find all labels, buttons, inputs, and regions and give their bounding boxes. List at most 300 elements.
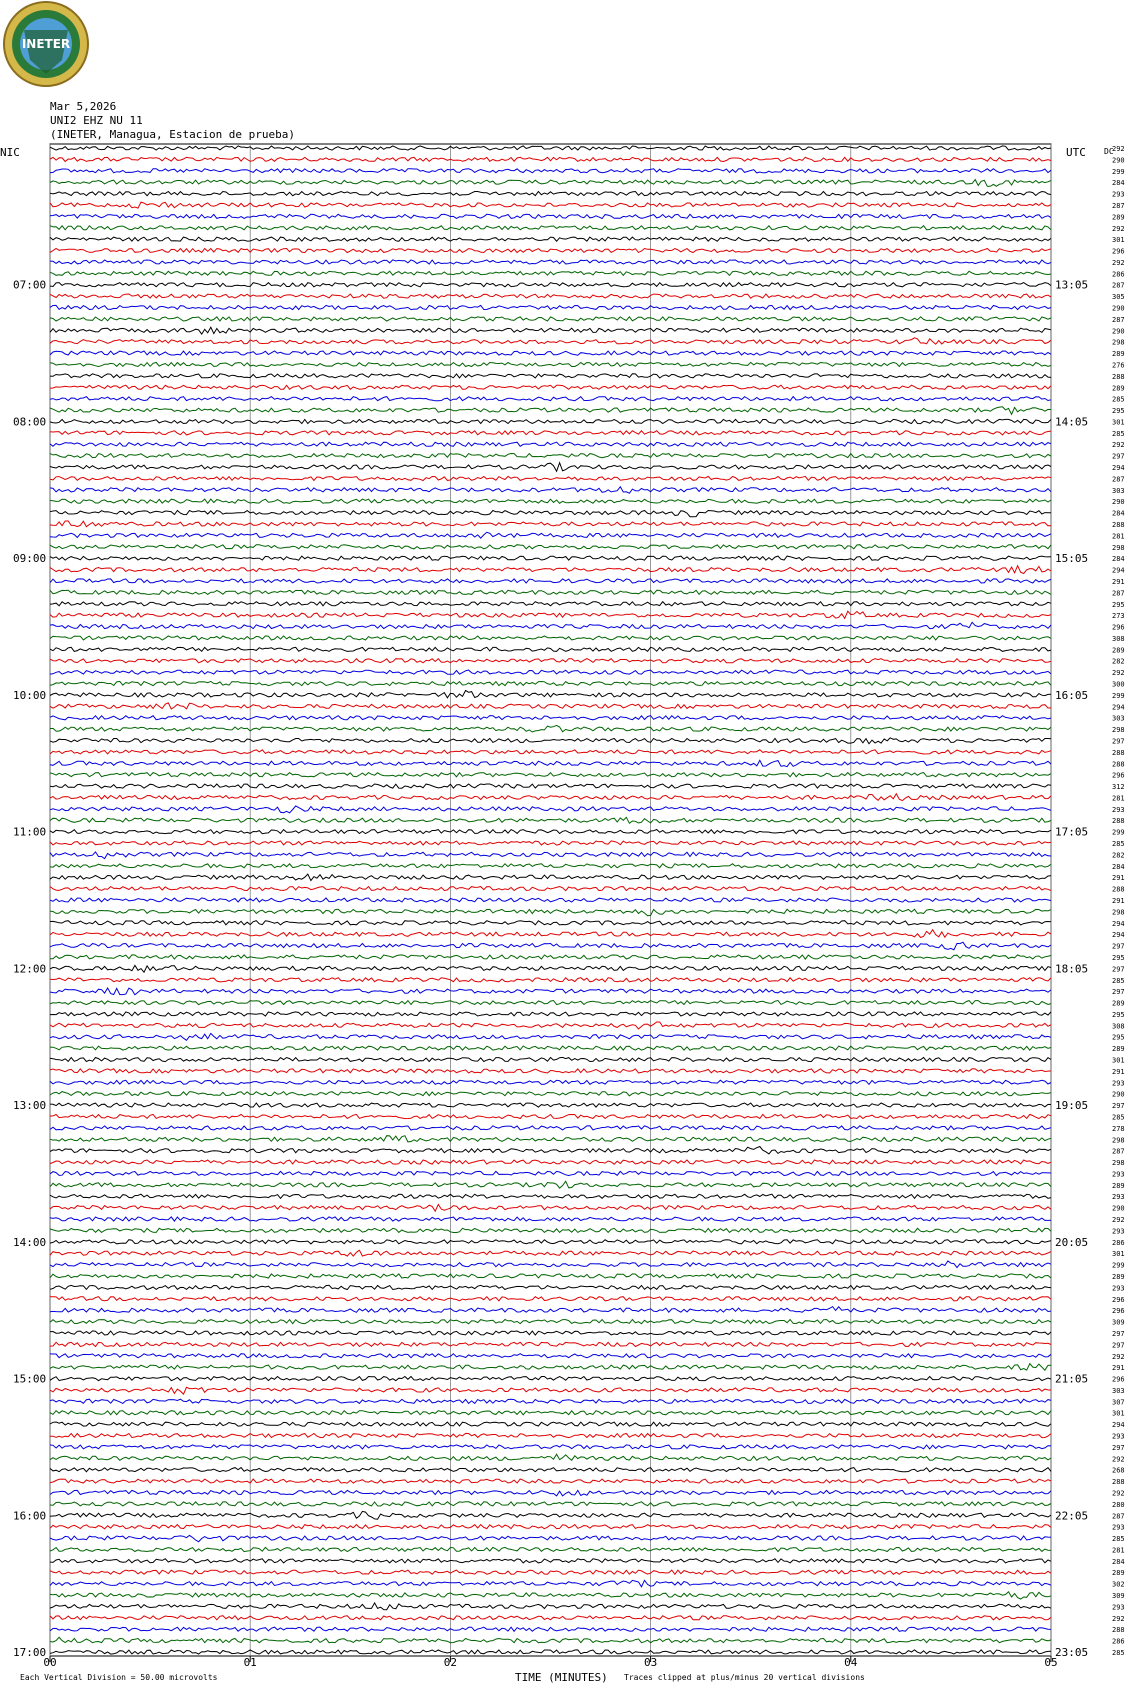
dc-offset-label: 303 (1112, 486, 1125, 495)
dc-offset-label: 312 (1112, 783, 1125, 792)
left-time-label: 15:00 (13, 1372, 47, 1386)
dc-offset-label: 289 (1112, 350, 1125, 359)
dc-offset-label: 288 (1112, 1626, 1125, 1635)
dc-offset-label: 284 (1112, 555, 1125, 564)
trace-line-110 (50, 1399, 1051, 1403)
trace-line-114 (50, 1445, 1051, 1449)
dc-offset-label: 291 (1112, 874, 1125, 883)
trace-line-62 (50, 852, 1051, 859)
trace-line-71 (50, 955, 1051, 959)
trace-line-1 (50, 157, 1051, 161)
left-time-label: 09:00 (13, 552, 47, 566)
dc-offset-label: 291 (1112, 1364, 1125, 1373)
dc-offset-label: 297 (1112, 737, 1125, 746)
dc-offset-label: 287 (1112, 315, 1125, 324)
dc-offset-label: 295 (1112, 407, 1125, 416)
dc-offset-label: 292 (1112, 1216, 1125, 1225)
clip-note: Traces clipped at plus/minus 20 vertical divisions (624, 1673, 865, 1682)
dc-offset-label: 294 (1112, 703, 1125, 712)
trace-line-50 (50, 716, 1051, 720)
dc-offset-label: 282 (1112, 851, 1125, 860)
x-tick-label: 05 (1044, 1656, 1058, 1669)
trace-line-46 (50, 670, 1051, 674)
dc-offset-label: 298 (1112, 1136, 1125, 1145)
dc-offset-label: 299 (1112, 691, 1125, 700)
trace-line-95 (50, 1228, 1051, 1232)
dc-offset-label: 293 (1112, 190, 1125, 199)
dc-offset-label: 298 (1112, 908, 1125, 917)
trace-line-118 (50, 1490, 1051, 1496)
trace-line-130 (50, 1627, 1051, 1631)
dc-offset-label: 287 (1112, 475, 1125, 484)
left-time-label: 11:00 (13, 825, 47, 839)
dc-offset-label: 276 (1112, 361, 1125, 370)
trace-line-12 (50, 283, 1051, 287)
right-time-label: 16:05 (1055, 688, 1089, 702)
trace-line-32 (50, 511, 1051, 517)
dc-offset-label: 287 (1112, 589, 1125, 598)
trace-line-40 (50, 602, 1051, 606)
dc-offset-label: 289 (1112, 1569, 1125, 1578)
trace-line-65 (50, 887, 1051, 891)
trace-line-34 (50, 532, 1051, 538)
right-time-label: 20:05 (1055, 1235, 1089, 1249)
dc-offset-label: 289 (1112, 1045, 1125, 1054)
trace-line-45 (50, 659, 1051, 663)
dc-header-label: DC (1104, 147, 1114, 156)
left-time-label: 07:00 (13, 278, 47, 292)
trace-line-13 (50, 294, 1051, 298)
dc-offset-label: 289 (1112, 1273, 1125, 1281)
trace-line-29 (50, 476, 1051, 480)
trace-line-33 (50, 521, 1051, 527)
trace-line-20 (50, 374, 1051, 378)
trace-line-26 (50, 442, 1051, 446)
trace-line-93 (50, 1204, 1051, 1211)
trace-line-41 (50, 611, 1051, 618)
dc-offset-label: 289 (1112, 384, 1125, 393)
trace-line-25 (50, 431, 1051, 435)
trace-line-63 (50, 864, 1051, 868)
trace-line-51 (50, 725, 1051, 732)
trace-line-19 (50, 362, 1051, 366)
trace-line-38 (50, 579, 1051, 583)
right-time-label: 14:05 (1055, 415, 1089, 429)
trace-line-76 (50, 1012, 1051, 1016)
dc-offset-label: 307 (1112, 1398, 1125, 1407)
trace-line-3 (50, 180, 1051, 187)
dc-offset-label: 292 (1112, 145, 1125, 153)
trace-line-120 (50, 1511, 1051, 1519)
dc-offset-label: 293 (1112, 1170, 1125, 1179)
dc-offset-label: 290 (1112, 1204, 1125, 1213)
dc-offset-label: 298 (1112, 1159, 1125, 1168)
right-time-label: 13:05 (1055, 278, 1089, 292)
trace-line-78 (50, 1033, 1051, 1040)
trace-line-21 (50, 385, 1051, 389)
dc-offset-label: 295 (1112, 1010, 1125, 1019)
trace-line-105 (50, 1342, 1051, 1346)
dc-offset-label: 299 (1112, 1261, 1125, 1270)
trace-line-69 (50, 930, 1051, 938)
trace-line-104 (50, 1331, 1051, 1335)
left-time-label: 17:00 (13, 1646, 47, 1659)
dc-offset-label: 302 (1112, 1580, 1125, 1589)
trace-line-44 (50, 647, 1051, 651)
dc-offset-label: 282 (1112, 657, 1125, 666)
trace-line-0 (50, 146, 1051, 150)
dc-offset-label: 288 (1112, 760, 1125, 769)
trace-line-115 (50, 1454, 1051, 1460)
dc-offset-label: 303 (1112, 714, 1125, 723)
trace-line-81 (50, 1069, 1051, 1073)
dc-offset-label: 297 (1112, 1329, 1125, 1338)
trace-line-48 (50, 691, 1051, 698)
trace-line-129 (50, 1616, 1051, 1620)
dc-offset-label: 294 (1112, 1421, 1125, 1430)
dc-offset-label: 297 (1112, 1341, 1125, 1350)
trace-line-24 (50, 419, 1051, 423)
dc-offset-label: 289 (1112, 1181, 1125, 1190)
x-axis-label: TIME (MINUTES) (515, 1671, 608, 1684)
logo-text: INETER (21, 37, 71, 51)
trace-line-22 (50, 397, 1051, 401)
dc-offset-label: 284 (1112, 1557, 1125, 1566)
plot-date: Mar 5,2026 (50, 100, 117, 113)
trace-line-70 (50, 942, 1051, 950)
dc-offset-label: 297 (1112, 965, 1125, 974)
dc-offset-label: 290 (1112, 327, 1125, 336)
trace-line-82 (50, 1080, 1051, 1084)
trace-line-77 (50, 1022, 1051, 1029)
dc-offset-label: 293 (1112, 1432, 1125, 1441)
dc-offset-label: 295 (1112, 600, 1125, 609)
dc-offset-label: 288 (1112, 372, 1125, 381)
trace-line-66 (50, 898, 1051, 902)
trace-line-107 (50, 1364, 1051, 1371)
dc-offset-label: 278 (1112, 1124, 1125, 1133)
trace-line-57 (50, 794, 1051, 801)
trace-line-49 (50, 703, 1051, 709)
trace-line-108 (50, 1377, 1051, 1381)
dc-offset-label: 303 (1112, 1386, 1125, 1395)
dc-offset-label: 290 (1112, 498, 1125, 507)
dc-offset-label: 293 (1112, 1079, 1125, 1088)
dc-offset-label: 286 (1112, 270, 1125, 279)
dc-offset-label: 292 (1112, 1455, 1125, 1464)
dc-offset-label: 296 (1112, 623, 1125, 632)
trace-line-6 (50, 214, 1051, 218)
dc-offset-label: 309 (1112, 1592, 1125, 1601)
trace-line-73 (50, 978, 1051, 982)
dc-offset-label: 290 (1112, 1090, 1125, 1099)
trace-line-113 (50, 1433, 1051, 1437)
trace-line-55 (50, 773, 1051, 777)
trace-line-74 (50, 988, 1051, 995)
trace-line-10 (50, 260, 1051, 264)
dc-offset-label: 294 (1112, 919, 1125, 928)
trace-line-61 (50, 841, 1051, 845)
dc-offset-label: 290 (1112, 304, 1125, 313)
dc-offset-label: 287 (1112, 281, 1125, 290)
right-time-label: 21:05 (1055, 1372, 1089, 1386)
dc-offset-label: 290 (1112, 156, 1125, 165)
trace-line-92 (50, 1194, 1051, 1198)
dc-offset-label: 285 (1112, 429, 1125, 438)
trace-line-83 (50, 1092, 1051, 1096)
trace-line-103 (50, 1320, 1051, 1324)
trace-line-37 (50, 566, 1051, 574)
trace-line-121 (50, 1525, 1051, 1529)
dc-offset-label: 288 (1112, 885, 1125, 894)
dc-offset-label: 299 (1112, 167, 1125, 176)
dc-offset-label: 301 (1112, 1250, 1125, 1259)
trace-line-67 (50, 909, 1051, 915)
trace-line-31 (50, 499, 1051, 503)
dc-offset-label: 292 (1112, 258, 1125, 267)
trace-line-52 (50, 738, 1051, 744)
trace-line-122 (50, 1535, 1051, 1541)
trace-line-101 (50, 1297, 1051, 1301)
trace-line-87 (50, 1136, 1051, 1142)
dc-offset-label: 285 (1112, 1649, 1125, 1657)
plot-channel: UNI2 EHZ NU 11 (50, 114, 143, 127)
scale-note: Each Vertical Division = 50.00 microvolts (20, 1673, 218, 1682)
x-tick-label: 01 (243, 1656, 257, 1669)
dc-offset-label: 288 (1112, 1478, 1125, 1487)
trace-line-85 (50, 1114, 1051, 1118)
trace-line-116 (50, 1468, 1051, 1472)
dc-offset-label: 309 (1112, 1318, 1125, 1327)
trace-line-28 (50, 463, 1051, 472)
dc-offset-label: 308 (1112, 1022, 1125, 1031)
trace-line-131 (50, 1637, 1051, 1642)
dc-offset-label: 286 (1112, 1238, 1125, 1247)
dc-offset-label: 291 (1112, 897, 1125, 905)
left-timezone-label: NIC (0, 146, 20, 159)
dc-offset-label: 285 (1112, 1535, 1125, 1544)
dc-offset-label: 297 (1112, 452, 1125, 461)
dc-offset-label: 292 (1112, 441, 1125, 450)
trace-line-96 (50, 1240, 1051, 1244)
dc-offset-label: 281 (1112, 794, 1125, 803)
dc-offset-label: 288 (1112, 817, 1125, 826)
trace-line-72 (50, 965, 1051, 972)
dc-offset-label: 298 (1112, 338, 1125, 347)
dc-offset-label: 293 (1112, 1227, 1125, 1236)
dc-offset-label: 286 (1112, 1637, 1125, 1646)
dc-offset-label: 289 (1112, 999, 1125, 1008)
trace-line-68 (50, 921, 1051, 925)
trace-line-102 (50, 1307, 1051, 1313)
trace-line-17 (50, 338, 1051, 344)
trace-line-99 (50, 1274, 1051, 1278)
trace-line-119 (50, 1502, 1051, 1506)
trace-line-8 (50, 237, 1051, 241)
dc-offset-label: 293 (1112, 1523, 1125, 1532)
dc-offset-label: 308 (1112, 634, 1125, 643)
left-time-label: 10:00 (13, 688, 47, 702)
trace-line-89 (50, 1160, 1051, 1164)
dc-offset-label: 284 (1112, 509, 1125, 518)
dc-offset-label: 288 (1112, 521, 1125, 529)
trace-line-126 (50, 1580, 1051, 1587)
trace-line-88 (50, 1147, 1051, 1154)
plot-station: (INETER, Managua, Estacion de prueba) (50, 128, 296, 141)
dc-offset-label: 295 (1112, 1033, 1125, 1042)
right-time-label: 22:05 (1055, 1509, 1089, 1523)
dc-offset-label: 300 (1112, 680, 1125, 689)
trace-line-124 (50, 1559, 1051, 1563)
dc-offset-label: 285 (1112, 976, 1125, 985)
dc-offset-label: 285 (1112, 1113, 1125, 1122)
trace-line-60 (50, 830, 1051, 834)
dc-offset-label: 292 (1112, 1614, 1125, 1623)
trace-line-79 (50, 1046, 1051, 1050)
x-tick-label: 00 (43, 1656, 57, 1669)
trace-line-56 (50, 784, 1051, 788)
dc-offset-label: 293 (1112, 1603, 1125, 1612)
trace-line-35 (50, 545, 1051, 549)
trace-line-91 (50, 1181, 1051, 1188)
trace-line-15 (50, 317, 1051, 321)
dc-offset-label: 297 (1112, 1443, 1125, 1452)
right-time-label: 18:05 (1055, 962, 1089, 976)
dc-offset-label: 297 (1112, 1102, 1125, 1111)
left-time-label: 16:00 (13, 1509, 47, 1523)
dc-offset-label: 287 (1112, 201, 1125, 210)
dc-offset-label: 296 (1112, 1295, 1125, 1304)
trace-line-97 (50, 1250, 1051, 1256)
dc-offset-label: 297 (1112, 988, 1125, 997)
dc-offset-label: 284 (1112, 862, 1125, 871)
trace-line-9 (50, 249, 1051, 253)
left-time-label: 14:00 (13, 1235, 47, 1249)
trace-line-5 (50, 202, 1051, 208)
trace-line-47 (50, 681, 1051, 685)
dc-offset-label: 281 (1112, 532, 1125, 541)
trace-line-98 (50, 1261, 1051, 1268)
dc-offset-label: 301 (1112, 1409, 1125, 1418)
dc-offset-label: 301 (1112, 1056, 1125, 1065)
trace-line-111 (50, 1411, 1051, 1415)
dc-offset-label: 289 (1112, 213, 1125, 222)
trace-line-80 (50, 1057, 1051, 1061)
trace-line-54 (50, 760, 1051, 766)
dc-offset-label: 285 (1112, 395, 1125, 404)
x-tick-label: 02 (443, 1656, 458, 1669)
dc-offset-label: 291 (1112, 1067, 1125, 1076)
dc-offset-label: 285 (1112, 840, 1125, 849)
dc-offset-label: 280 (1112, 1500, 1125, 1509)
dc-offset-label: 294 (1112, 931, 1125, 940)
dc-offset-label: 296 (1112, 1375, 1125, 1384)
dc-offset-label: 287 (1112, 1147, 1125, 1156)
trace-line-84 (50, 1103, 1051, 1107)
trace-line-42 (50, 622, 1051, 628)
dc-offset-label: 268 (1112, 1466, 1125, 1475)
trace-line-75 (50, 1001, 1051, 1005)
trace-line-64 (50, 874, 1051, 881)
dc-offset-label: 294 (1112, 566, 1125, 575)
plot-frame (50, 144, 1051, 1656)
dc-offset-label: 298 (1112, 726, 1125, 735)
trace-line-123 (50, 1547, 1051, 1551)
dc-offset-label: 292 (1112, 1489, 1125, 1498)
trace-line-39 (50, 590, 1051, 594)
dc-offset-label: 289 (1112, 646, 1125, 655)
trace-line-132 (50, 1650, 1051, 1654)
dc-offset-label: 281 (1112, 1546, 1125, 1555)
trace-line-59 (50, 817, 1051, 823)
dc-offset-label: 293 (1112, 805, 1125, 814)
trace-line-53 (50, 750, 1051, 754)
trace-line-128 (50, 1603, 1051, 1610)
trace-line-109 (50, 1387, 1051, 1394)
trace-line-94 (50, 1217, 1051, 1221)
trace-line-112 (50, 1422, 1051, 1426)
trace-line-43 (50, 636, 1051, 640)
left-time-label: 08:00 (13, 415, 47, 429)
trace-line-106 (50, 1354, 1051, 1358)
trace-line-16 (50, 327, 1051, 334)
right-time-label: 15:05 (1055, 552, 1089, 566)
dc-offset-label: 296 (1112, 247, 1125, 256)
right-timezone-label: UTC (1066, 146, 1086, 159)
x-tick-label: 04 (844, 1656, 858, 1669)
left-time-label: 12:00 (13, 962, 47, 976)
trace-line-18 (50, 351, 1051, 355)
trace-line-127 (50, 1592, 1051, 1599)
dc-offset-label: 292 (1112, 669, 1125, 678)
dc-offset-label: 284 (1112, 179, 1125, 188)
left-time-label: 13:00 (13, 1099, 47, 1113)
trace-line-11 (50, 271, 1051, 275)
trace-line-27 (50, 454, 1051, 458)
trace-line-4 (50, 192, 1051, 196)
trace-line-58 (50, 806, 1051, 813)
dc-offset-label: 298 (1112, 543, 1125, 552)
dc-offset-label: 292 (1112, 224, 1125, 233)
dc-offset-label: 297 (1112, 942, 1125, 951)
dc-offset-label: 293 (1112, 1193, 1125, 1202)
trace-line-86 (50, 1126, 1051, 1130)
right-time-label: 19:05 (1055, 1099, 1089, 1113)
dc-offset-label: 305 (1112, 293, 1125, 302)
dc-offset-label: 273 (1112, 612, 1125, 621)
dc-offset-label: 292 (1112, 1352, 1125, 1361)
dc-offset-label: 287 (1112, 1512, 1125, 1521)
trace-line-100 (50, 1285, 1051, 1289)
x-tick-label: 03 (643, 1656, 658, 1669)
right-time-label: 17:05 (1055, 825, 1089, 839)
dc-offset-label: 301 (1112, 418, 1125, 427)
dc-offset-label: 301 (1112, 236, 1125, 245)
trace-line-7 (50, 226, 1051, 230)
dc-offset-label: 293 (1112, 1284, 1125, 1293)
trace-line-117 (50, 1479, 1051, 1483)
trace-line-125 (50, 1570, 1051, 1574)
trace-line-36 (50, 556, 1051, 560)
dc-offset-label: 295 (1112, 953, 1125, 962)
dc-offset-label: 288 (1112, 748, 1125, 757)
dc-offset-label: 294 (1112, 464, 1125, 473)
dc-offset-label: 296 (1112, 771, 1125, 780)
trace-line-90 (50, 1171, 1051, 1175)
trace-line-30 (50, 487, 1051, 494)
right-time-label: 23:05 (1055, 1646, 1089, 1659)
trace-line-2 (50, 169, 1051, 173)
